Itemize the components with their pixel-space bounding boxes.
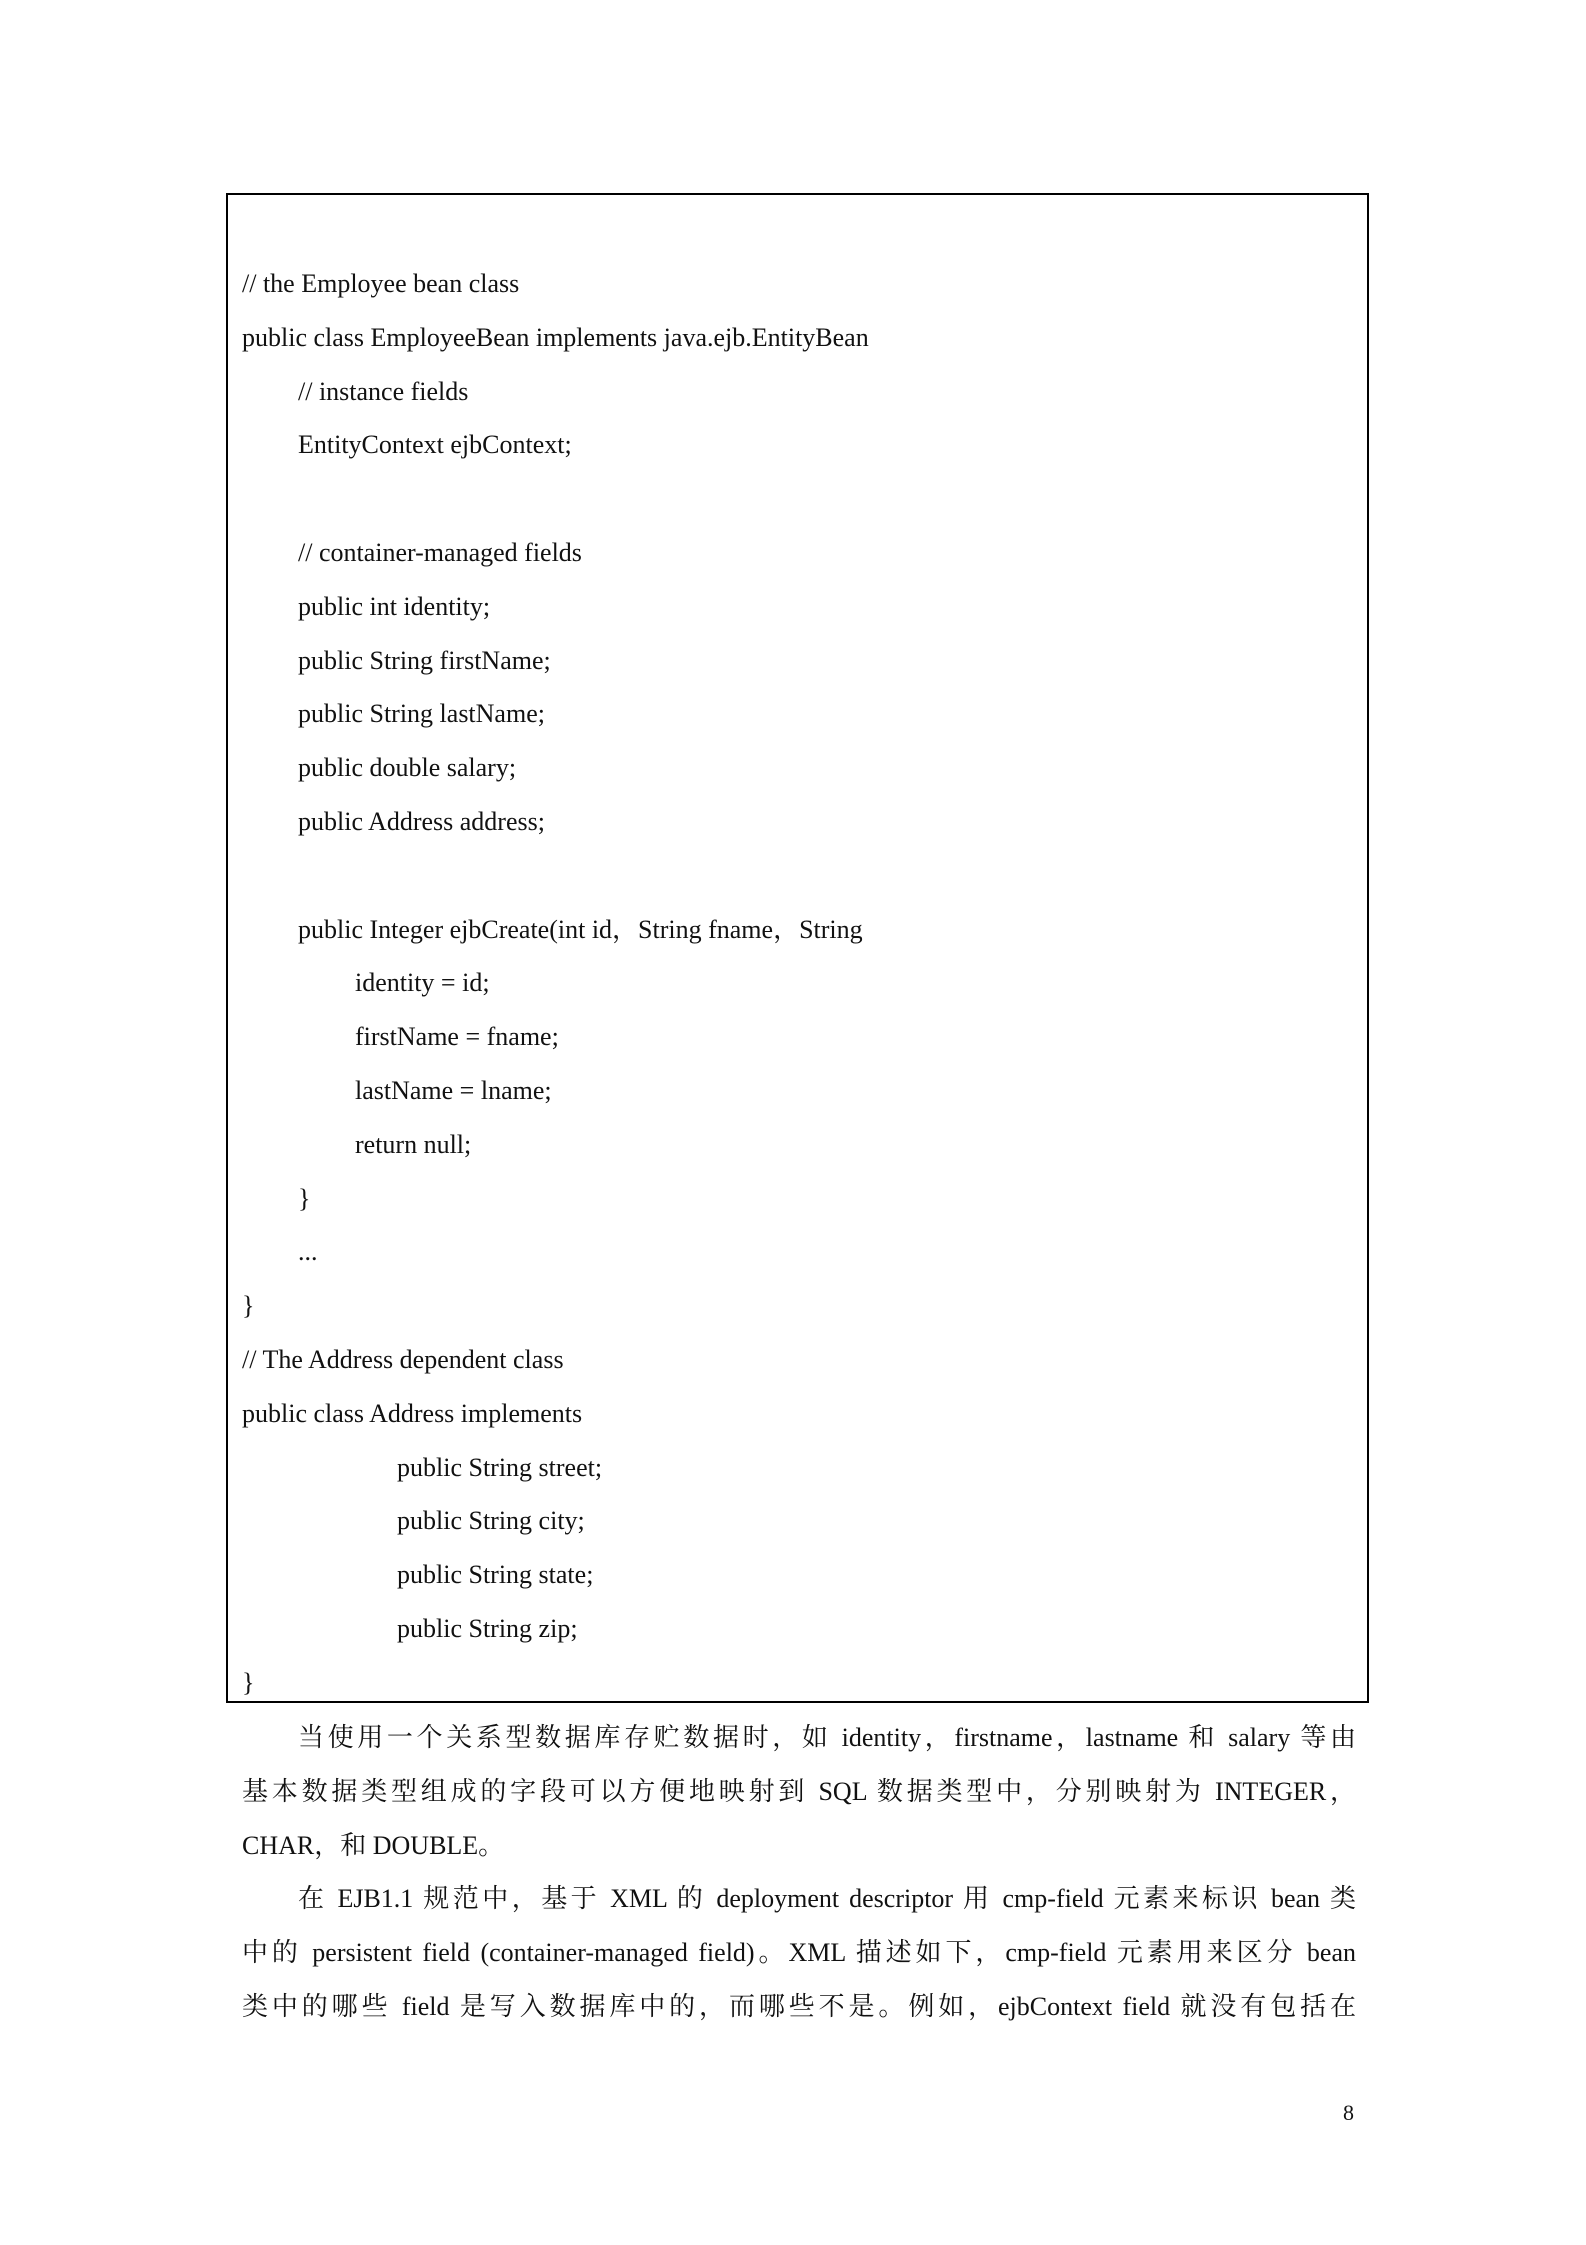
code-line: public Integer ejbCreate(int id，String fname，String <box>298 914 863 944</box>
code-line: public String zip; <box>397 1613 578 1643</box>
code-line: // container-managed fields <box>298 537 582 567</box>
paragraph-line: 在 EJB1.1 规范中，基于 XML 的 deployment descriptor 用 cmp-field 元素来标识 bean 类 <box>298 1884 1356 1914</box>
code-line: public String street; <box>397 1452 603 1482</box>
paragraph-line: 类中的哪些 field 是写入数据库中的，而哪些不是。例如，ejbContext field 就没有包括在 <box>242 1991 1356 2021</box>
code-line: public class EmployeeBean implements java.ejb.EntityBean <box>242 322 869 352</box>
code-line: public String state; <box>397 1560 594 1590</box>
code-line: public String firstName; <box>298 645 551 675</box>
code-line: EntityContext ejbContext; <box>298 430 572 460</box>
code-line: } <box>298 1183 311 1213</box>
page-number: 8 <box>1343 2100 1354 2125</box>
body-paragraphs <box>242 1711 1356 2034</box>
code-line: public double salary; <box>298 753 517 783</box>
code-line: // instance fields <box>298 376 469 406</box>
code-line: } <box>242 1291 255 1321</box>
paragraph-line: 当使用一个关系型数据库存贮数据时，如 identity，firstname，lastname 和 salary 等由 <box>298 1723 1356 1752</box>
code-line: public String lastName; <box>298 699 545 729</box>
paragraph-line: 基本数据类型组成的字段可以方便地映射到 SQL 数据类型中，分别映射为 INTEGER， <box>242 1776 1356 1806</box>
code-line: identity = id; <box>355 968 490 998</box>
code-line: public int identity; <box>298 591 491 621</box>
code-line: public String city; <box>397 1506 585 1536</box>
code-line: ... <box>298 1237 318 1267</box>
code-line: } <box>242 1667 255 1697</box>
code-line <box>242 849 1342 903</box>
code-line: public class Address implements <box>242 1398 583 1428</box>
code-line: return null; <box>355 1129 472 1159</box>
code-line: // The Address dependent class <box>242 1344 564 1374</box>
paragraph-line: CHAR，和 DOUBLE。 <box>242 1830 505 1860</box>
code-line: public Address address; <box>298 806 545 836</box>
code-line: firstName = fname; <box>355 1022 559 1052</box>
paragraph-line: 中的 persistent field (container-managed field)。XML 描述如下，cmp-field 元素用来区分 bean <box>242 1938 1356 1968</box>
code-line: lastName = lname; <box>355 1075 552 1105</box>
code-line <box>242 472 1342 526</box>
code-line: // the Employee bean class <box>242 269 520 298</box>
code-listing <box>242 257 1342 1710</box>
